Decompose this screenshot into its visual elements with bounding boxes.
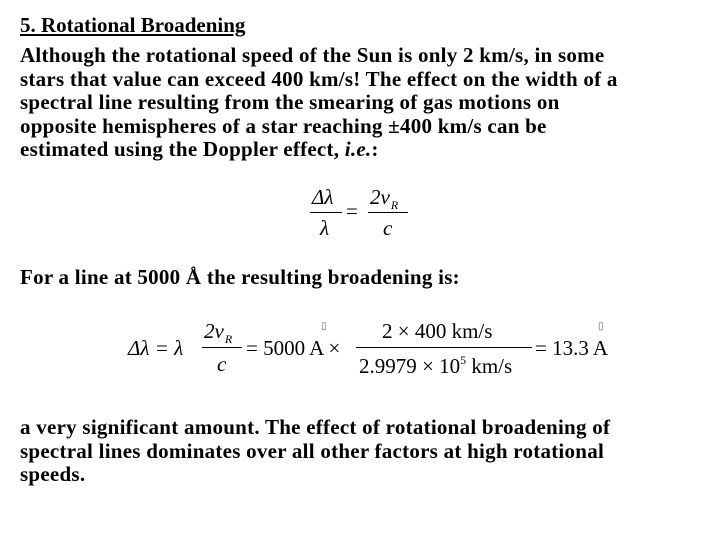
- intro-line-5-suffix: :: [371, 137, 379, 161]
- eq2-frac1-numerator: [204, 319, 233, 346]
- intro-paragraph: [20, 44, 710, 162]
- eq1-rhs-fraction-bar: [368, 212, 408, 213]
- eq1-lhs-denominator: λ: [320, 216, 330, 240]
- conclusion-line-1: a very significant amount. The effect of rotational broadening of: [20, 415, 611, 439]
- eq2-frac2-denominator: [359, 353, 513, 378]
- eq1-rhs-denominator: c: [383, 216, 393, 240]
- eq2-frac1-num-sub: R: [224, 332, 233, 346]
- angstrom-ring-mark: ▯: [321, 321, 327, 332]
- ie-abbreviation: i.e.: [344, 137, 372, 161]
- eq2-frac1-num-main: 2v: [204, 319, 224, 343]
- conclusion-line-3: speeds.: [20, 462, 86, 486]
- eq2-frac1-bar: [202, 347, 242, 348]
- eq1-equals: =: [346, 199, 358, 223]
- doppler-equation: [300, 184, 420, 244]
- eq2-frac2-den-unit: km/s: [471, 354, 513, 378]
- conclusion-paragraph: [20, 416, 710, 487]
- intro-line-1: Although the rotational speed of the Sun is only 2 km/s, in some: [20, 43, 605, 67]
- intro-line-3: spectral line resulting from the smearing of gas motions on: [20, 90, 560, 114]
- eq2-frac2-numerator: 2 × 400 km/s: [382, 319, 493, 343]
- eq2-frac1-denominator: c: [217, 352, 227, 376]
- angstrom-ring-mark-2: ▯: [598, 321, 604, 332]
- eq1-lhs-numerator: Δλ: [312, 185, 334, 209]
- intro-line-5: [20, 138, 710, 162]
- conclusion-line-2: spectral lines dominates over all other factors at high rotational: [20, 438, 605, 463]
- eq1-rhs-numerator: [370, 185, 399, 212]
- eq2-frac2-den-exponent: 5: [460, 353, 467, 367]
- eq2-first-equals: = 5000 A ×: [246, 336, 341, 360]
- eq2-frac2-den-main: 2.9979 × 10: [359, 354, 461, 378]
- eq2-frac2-bar: [356, 347, 532, 348]
- intro-line-2: stars that value can exceed 400 km/s! The effect on the width of a: [20, 66, 618, 91]
- broadening-intro: For a line at 5000 Å the resulting broadening is:: [20, 265, 460, 289]
- section-heading: 5. Rotational Broadening: [20, 13, 246, 37]
- eq2-lhs: Δλ = λ: [128, 336, 184, 360]
- intro-line-5-prefix: estimated using the Doppler effect,: [20, 137, 345, 161]
- eq1-rhs-num-sub: R: [390, 198, 399, 212]
- intro-line-4: opposite hemispheres of a star reaching ±400 km/s can be: [20, 113, 547, 138]
- eq2-result: = 13.3 A: [535, 336, 609, 360]
- eq1-lhs-fraction-bar: [310, 212, 342, 213]
- broadening-equation: [128, 318, 628, 382]
- eq1-rhs-num-main: 2v: [370, 185, 390, 209]
